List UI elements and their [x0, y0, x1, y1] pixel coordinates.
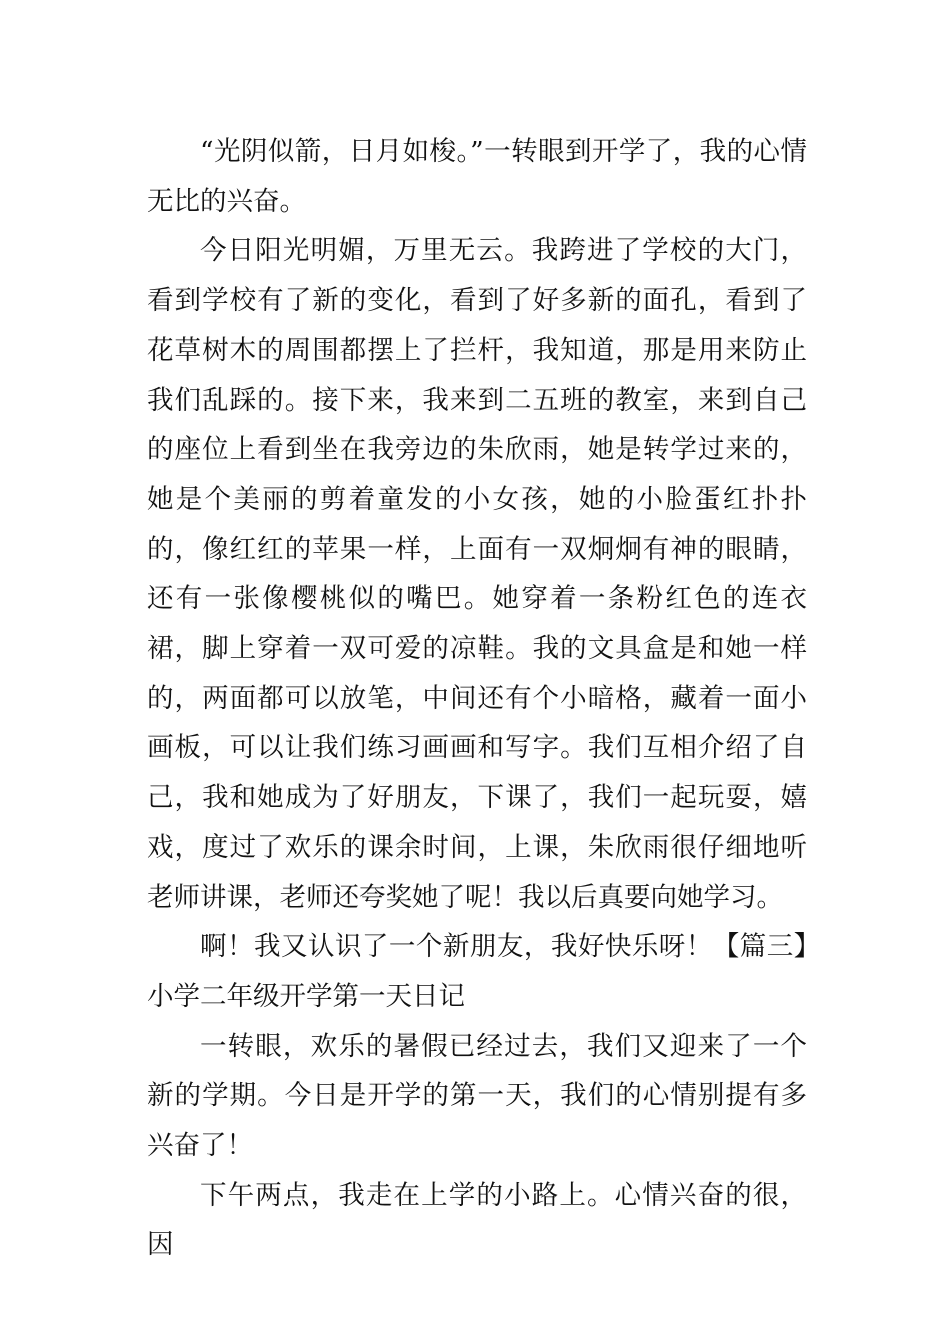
paragraph-3: 啊！我又认识了一个新朋友，我好快乐呀！【篇三】小学二年级开学第一天日记 — [147, 931, 807, 1012]
paragraph-2: 今日阳光明媚，万里无云。我跨进了学校的大门，看到学校有了新的变化，看到了好多新的面孔，看到了花草树木的周围都摆上了拦杆，我知道，那是用来防止我们乱踩的。接下来，我来到二五班的教室，来到自己的座位上看到坐在我旁边的朱欣雨，她是转学过来的，她是个美丽的剪着童发的小女孩，她的小脸蛋红扑扑的，像红红的苹果一样，上面有一双炯炯有神的眼睛，还有一张像樱桃似的嘴巴。她穿着一条粉红色的连衣裙，脚上穿着一双可爱的凉鞋。我的文具盒是和她一样的，两面都可以放笔，中间还有个小暗格，藏着一面小画板，可以让我们练习画画和写字。我们互相介绍了自己，我和她成为了好朋友，下课了，我们一起玩耍，嬉戏，度过了欢乐的课余时间，上课，朱欣雨很仔细地听老师讲课，老师还夸奖她了呢！我以后真要向她学习。 — [147, 235, 807, 913]
paragraph-4: 一转眼，欢乐的暑假已经过去，我们又迎来了一个新的学期。今日是开学的第一天，我们的心情别提有多兴奋了！ — [147, 1030, 807, 1162]
document-body — [147, 127, 807, 1270]
paragraph-5: 下午两点，我走在上学的小路上。心情兴奋的很，因 — [147, 1179, 807, 1261]
paragraph-1: “光阴似箭，日月如梭。”一转眼到开学了，我的心情无比的兴奋。 — [147, 136, 807, 217]
